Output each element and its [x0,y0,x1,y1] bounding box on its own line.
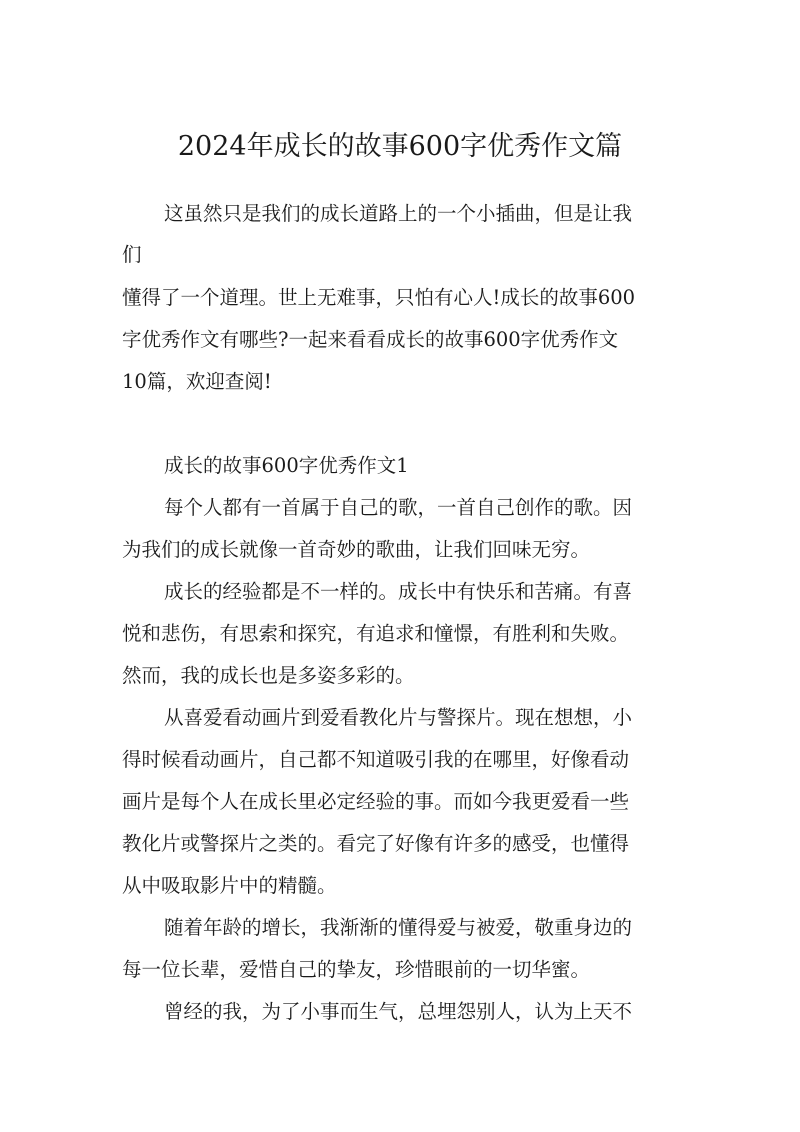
body-line: 从中吸取影片中的精髓。 [122,874,337,897]
body-line: 成长的经验都是不一样的。成长中有快乐和苦痛。有喜 [164,580,633,603]
intro-line: 们 [122,243,142,266]
intro-line: 这虽然只是我们的成长道路上的一个小插曲，但是让我 [164,202,633,225]
body-line: 从喜爱看动画片到爱看教化片与警探片。现在想想，小 [164,706,633,729]
body-line: 然而，我的成长也是多姿多彩的。 [122,664,415,687]
intro-line: 10篇，欢迎查阅! [122,370,272,393]
intro-line: 懂得了一个道理。世上无难事，只怕有心人!成长的故事600 [122,286,636,309]
body-line: 每个人都有一首属于自己的歌，一首自己创作的歌。因 [164,496,633,519]
body-line: 悦和悲伤，有思索和探究，有追求和憧憬，有胜利和失败。 [122,622,630,645]
body-line: 得时候看动画片，自己都不知道吸引我的在哪里，好像看动 [122,748,630,771]
body-line: 画片是每个人在成长里必定经验的事。而如今我更爱看一些 [122,790,630,813]
document-title: 2024年成长的故事600字优秀作文篇 [177,131,623,162]
section-heading: 成长的故事600字优秀作文1 [164,454,409,477]
body-line: 教化片或警探片之类的。看完了好像有许多的感受，也懂得 [122,832,630,855]
body-line: 曾经的我，为了小事而生气，总埋怨别人，认为上天不 [164,1000,633,1023]
body-line: 每一位长辈，爱惜自己的挚友，珍惜眼前的一切华蜜。 [122,958,591,981]
body-line: 为我们的成长就像一首奇妙的歌曲，让我们回味无穷。 [122,538,591,561]
intro-line: 字优秀作文有哪些?一起来看看成长的故事600字优秀作文 [122,328,619,351]
body-line: 随着年龄的增长，我渐渐的懂得爱与被爱，敬重身边的 [164,916,633,939]
